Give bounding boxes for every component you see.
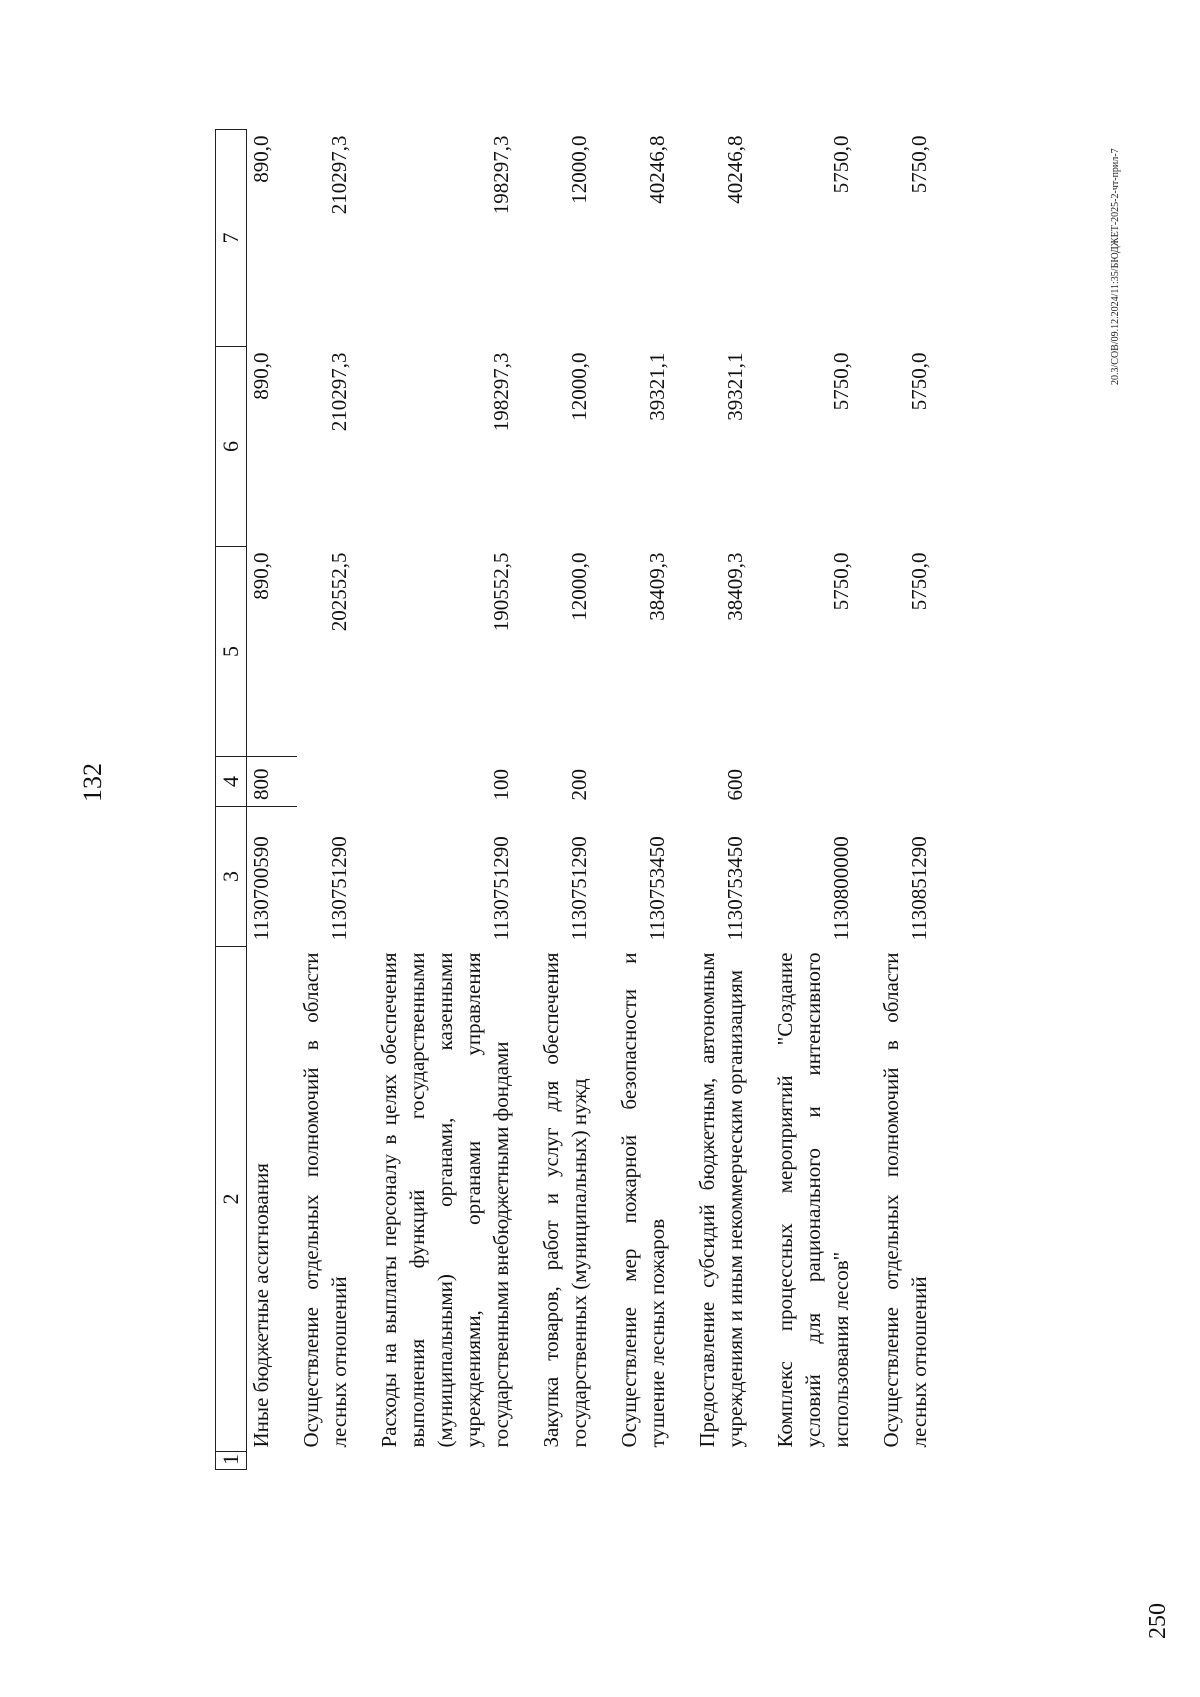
row-value-7-cell: 12000,0 xyxy=(567,135,591,204)
row-value-6-cell: 12000,0 xyxy=(567,352,591,421)
table-header-row xyxy=(216,130,247,1470)
row-code-cell: 1130753450 xyxy=(723,836,747,941)
row-name-cell: Осуществление отдельных полномочий в области лесных отношений xyxy=(879,952,931,1448)
row-value-5-cell: 38409,3 xyxy=(645,552,669,621)
row-value-7-cell: 198297,3 xyxy=(489,135,513,215)
row-code-cell: 1130753450 xyxy=(645,836,669,941)
footer-code: 20.3/СОВ/09.12.2024/11:35/БЮДЖЕТ-2025-2-чт-прил-7 xyxy=(1110,148,1121,385)
column-header: 3 xyxy=(216,807,247,947)
row-number-cell xyxy=(693,1452,771,1470)
table-body xyxy=(247,130,956,1470)
row-value-7-cell: 210297,3 xyxy=(327,135,351,215)
row-value-7-cell: 5750,0 xyxy=(829,135,853,194)
row-name-cell: Осуществление мер пожарной безопасности и тушение лесных пожаров xyxy=(617,952,669,1448)
row-code-cell: 1130751290 xyxy=(327,836,351,941)
column-header: 5 xyxy=(216,547,247,757)
row-value-6-cell: 210297,3 xyxy=(327,352,351,432)
row-number-cell xyxy=(615,1452,693,1470)
row-value-6-cell: 890,0 xyxy=(249,352,273,400)
row-value-5-cell: 5750,0 xyxy=(907,552,931,611)
row-name-cell: Комплекс процессных мероприятий "Создание условий для рационального и интенсивного использования лесов" xyxy=(773,952,853,1448)
budget-table xyxy=(215,129,955,1470)
row-value-5-cell: 5750,0 xyxy=(829,552,853,611)
row-number-cell xyxy=(375,1452,537,1470)
row-value-7-cell: 40246,8 xyxy=(723,135,747,204)
row-type-cell xyxy=(771,757,877,807)
row-number-cell xyxy=(771,1452,877,1470)
table-row xyxy=(537,130,615,1470)
row-name-cell: Предоставление субсидий бюджетным, автономным учреждениям и иным некоммерческим организациям xyxy=(695,952,747,1448)
row-name-cell: Осуществление отдельных полномочий в области лесных отношений xyxy=(299,952,351,1448)
row-value-5-cell: 202552,5 xyxy=(327,552,351,632)
row-type-cell xyxy=(297,757,375,807)
row-value-6-cell: 39321,1 xyxy=(723,352,747,421)
row-type-cell: 600 xyxy=(723,769,747,801)
column-header: 2 xyxy=(216,947,247,1452)
table-row xyxy=(297,130,375,1470)
row-value-5-cell: 12000,0 xyxy=(567,552,591,621)
row-code-cell: 1130800000 xyxy=(829,836,853,941)
row-value-5-cell: 190552,5 xyxy=(489,552,513,632)
column-header: 6 xyxy=(216,347,247,547)
row-type-cell: 100 xyxy=(489,769,513,801)
row-value-6-cell: 198297,3 xyxy=(489,352,513,432)
table-row xyxy=(693,130,771,1470)
row-type-cell: 200 xyxy=(567,769,591,801)
row-number-cell xyxy=(537,1452,615,1470)
row-name-cell: Расходы на выплаты персоналу в целях обеспечения выполнения функций государственными (муниципальными) органами, казенными учреждениями, органами управления государственными внебюджетными фондами xyxy=(377,952,513,1448)
row-type-cell xyxy=(615,757,693,807)
column-header: 7 xyxy=(216,130,247,347)
column-header: 4 xyxy=(216,757,247,807)
sheet-number: 250 xyxy=(1145,1603,1171,1639)
row-name-cell: Иные бюджетные ассигнования xyxy=(249,1163,273,1448)
row-value-7-cell: 40246,8 xyxy=(645,135,669,204)
row-number-cell xyxy=(247,1452,298,1470)
row-code-cell: 1130751290 xyxy=(489,836,513,941)
row-number-cell xyxy=(877,1452,955,1470)
row-value-5-cell: 38409,3 xyxy=(723,552,747,621)
row-name-cell: Закупка товаров, работ и услуг для обеспечения государственных (муниципальных) нужд xyxy=(539,952,591,1448)
row-value-5-cell: 890,0 xyxy=(249,552,273,600)
page-number: 132 xyxy=(78,763,107,802)
row-number-cell xyxy=(297,1452,375,1470)
row-value-6-cell: 39321,1 xyxy=(645,352,669,421)
table-row xyxy=(375,130,537,1470)
row-code-cell: 1130700590 xyxy=(249,836,273,941)
row-code-cell: 1130851290 xyxy=(907,836,931,941)
row-value-7-cell: 890,0 xyxy=(249,135,273,183)
table-row xyxy=(615,130,693,1470)
row-type-cell: 800 xyxy=(247,757,298,807)
column-header: 1 xyxy=(216,1452,247,1470)
row-value-6-cell: 5750,0 xyxy=(907,352,931,411)
row-code-cell: 1130751290 xyxy=(567,836,591,941)
table-row xyxy=(771,130,877,1470)
table-row xyxy=(247,130,298,1470)
table-row xyxy=(877,130,955,1470)
row-type-cell xyxy=(877,757,955,807)
row-value-6-cell: 5750,0 xyxy=(829,352,853,411)
row-value-7-cell: 5750,0 xyxy=(907,135,931,194)
